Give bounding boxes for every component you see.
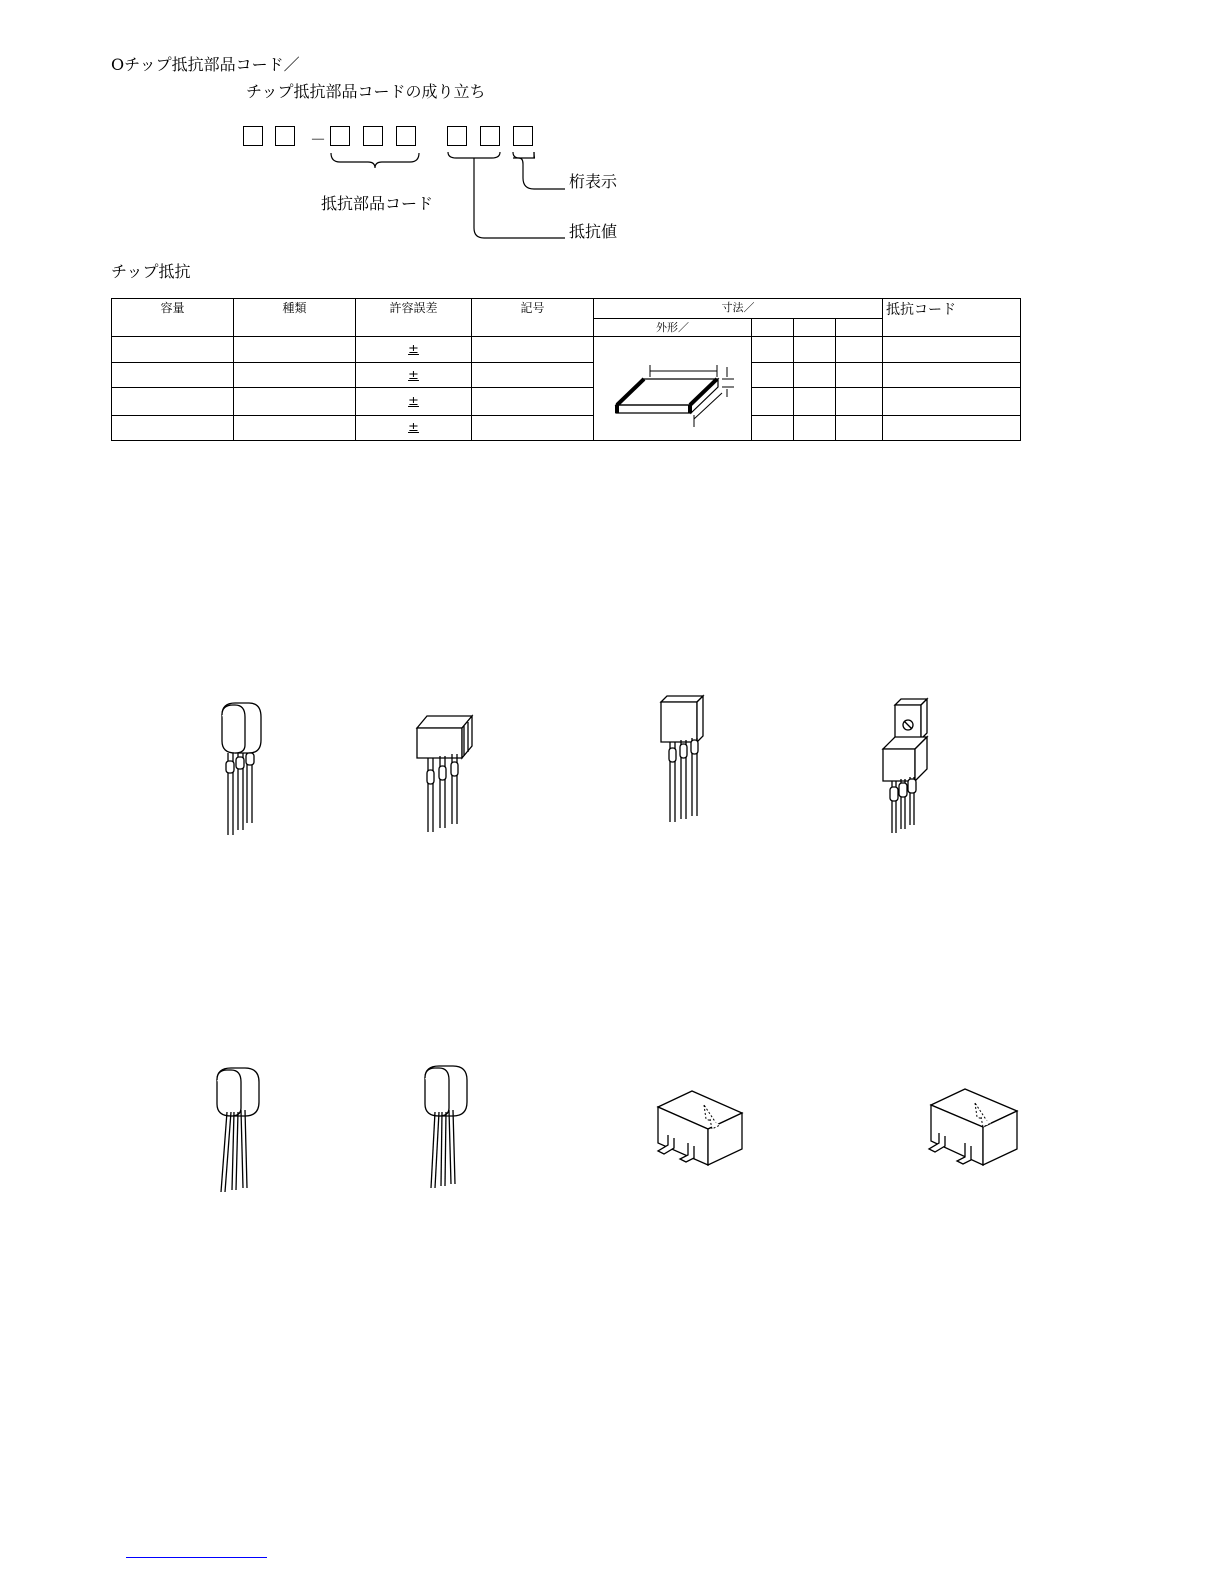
sot23-chip-drawing <box>925 1083 1025 1173</box>
header-tolerance: 許容誤差 <box>356 299 472 337</box>
tolerance-value: ± <box>408 342 419 358</box>
page-subtitle: チップ抵抗部品コードの成り立ち <box>246 82 486 101</box>
tab-transistor-drawing <box>410 710 485 835</box>
header-type: 種類 <box>234 299 356 337</box>
table-row <box>112 363 1021 388</box>
label-resistance-value: 抵抗値 <box>569 222 618 241</box>
to220-transistor-drawing <box>875 695 945 840</box>
footer-link-underline <box>126 1557 267 1558</box>
label-digit-display: 桁表示 <box>569 172 618 191</box>
dim-cell <box>836 319 883 337</box>
sot23-chip-drawing <box>650 1085 750 1170</box>
dim-cell <box>752 319 794 337</box>
tolerance-value: ± <box>408 420 419 436</box>
header-symbol: 記号 <box>472 299 594 337</box>
chip-outline-cell <box>594 337 752 441</box>
header-dimensions: 寸法／ <box>594 299 883 319</box>
to92-transistor-drawing <box>205 695 275 840</box>
header-outline: 外形／ <box>594 319 752 337</box>
table-row <box>112 337 1021 363</box>
chip-resistor-table <box>111 298 1021 441</box>
flat-transistor-drawing <box>655 692 715 827</box>
code-separator: － <box>310 130 327 149</box>
section-title: チップ抵抗 <box>111 262 191 281</box>
header-capacity: 容量 <box>112 299 234 337</box>
tolerance-value: ± <box>408 394 419 410</box>
to92-transistor-drawing <box>415 1058 485 1193</box>
label-part-code: 抵抗部品コード <box>321 194 434 213</box>
dim-cell <box>794 319 836 337</box>
table-row <box>112 388 1021 415</box>
header-resistor-code: 抵抗コード <box>883 299 1021 337</box>
page-title: Oチップ抵抗部品コード／ <box>111 55 300 74</box>
table-row <box>112 415 1021 440</box>
tolerance-value: ± <box>408 367 419 383</box>
to92-transistor-drawing <box>205 1062 275 1197</box>
chip-outline-drawing <box>598 337 748 437</box>
